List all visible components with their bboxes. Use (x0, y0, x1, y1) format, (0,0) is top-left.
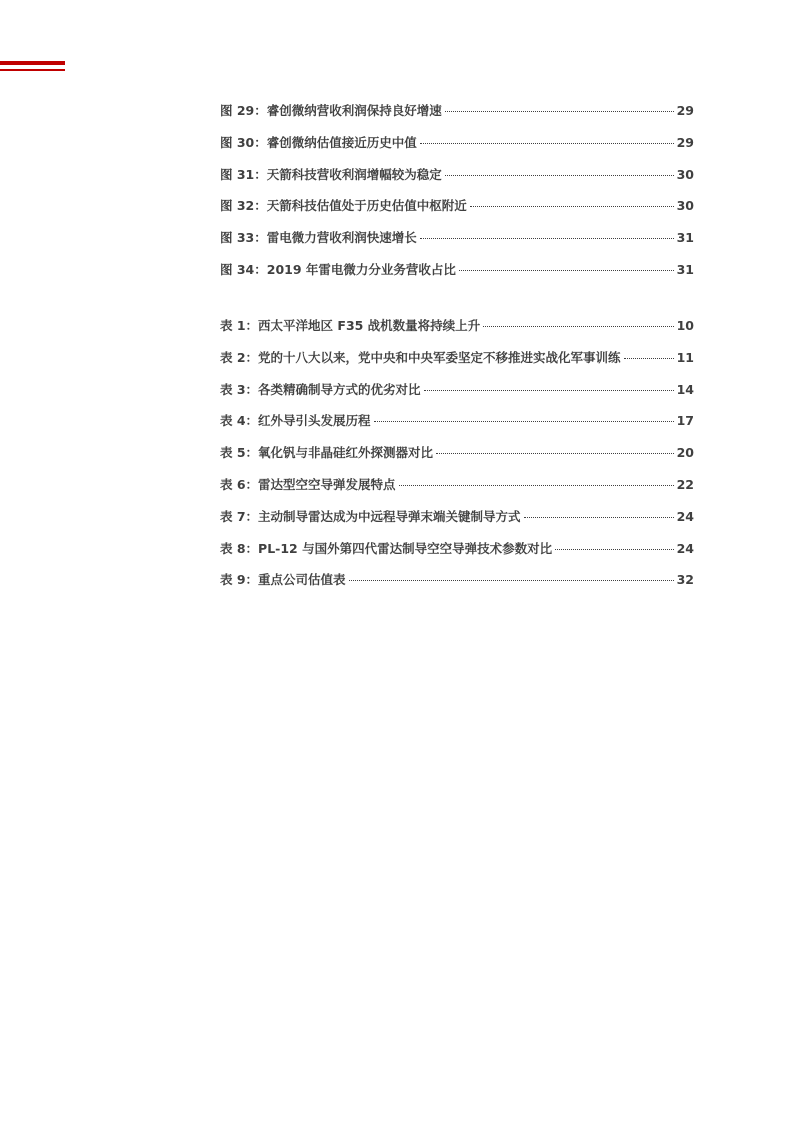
dot-leader (555, 549, 673, 550)
dot-leader (459, 270, 674, 271)
toc-entry-title: 图 29：睿创微纳营收利润保持良好增速 (220, 103, 442, 118)
toc-entry-title: 图 32：天箭科技估值处于历史估值中枢附近 (220, 198, 467, 214)
dot-leader (420, 238, 674, 239)
toc-entry-title: 表 3：各类精确制导方式的优劣对比 (220, 381, 421, 397)
toc-entry-title: 表 8：PL-12 与国外第四代雷达制导空空导弹技术参数对比 (220, 540, 553, 556)
toc-entry-page: 30 (676, 198, 694, 214)
dot-leader (470, 206, 674, 207)
toc-entry-page: 11 (676, 349, 694, 365)
toc-entry[interactable] (220, 316, 694, 348)
dot-leader (445, 175, 674, 176)
header-accent-line (0, 69, 65, 71)
toc-entry[interactable] (220, 260, 694, 292)
dot-leader (424, 390, 674, 391)
toc-entry[interactable] (220, 380, 694, 412)
toc-entry[interactable] (220, 165, 694, 197)
dot-leader (483, 326, 673, 327)
toc-entry-page: 24 (676, 508, 694, 524)
toc-entry-page: 29 (676, 134, 694, 150)
figure-list (220, 101, 694, 292)
header-accent-bar (0, 61, 65, 65)
toc-entry-title: 图 33：雷电微力营收利润快速增长 (220, 230, 417, 246)
table-list (220, 316, 694, 602)
toc-entry[interactable] (220, 228, 694, 260)
toc-entry-title: 表 6：雷达型空空导弹发展特点 (220, 476, 396, 492)
dot-leader (524, 517, 674, 518)
toc-entry[interactable] (220, 570, 694, 602)
toc-entry-page: 17 (676, 413, 694, 429)
toc-entry-title: 图 34：2019 年雷电微力分业务营收占比 (220, 261, 456, 277)
toc-entry[interactable] (220, 133, 694, 165)
toc-entry-page: 24 (676, 540, 694, 556)
toc-entry-page: 31 (676, 230, 694, 246)
toc-entry[interactable] (220, 411, 694, 443)
dot-leader (420, 143, 674, 144)
toc-entry-title: 表 4：红外导引头发展历程 (220, 413, 371, 429)
toc-entry-page: 22 (676, 476, 694, 492)
dot-leader (399, 485, 674, 486)
toc-entry-page: 30 (676, 166, 694, 182)
toc-entry-title: 表 9：重点公司估值表 (220, 572, 346, 588)
toc-entry-page: 31 (676, 261, 694, 277)
toc-entry-page: 14 (676, 381, 694, 397)
toc-entry[interactable] (220, 475, 694, 507)
toc-entry-title: 图 31：天箭科技营收利润增幅较为稳定 (220, 166, 442, 182)
dot-leader (624, 358, 674, 359)
toc-entry-page: 32 (676, 572, 694, 588)
toc-entry-title: 表 5：氧化钒与非晶硅红外探测器对比 (220, 445, 434, 461)
dot-leader (436, 453, 674, 454)
toc-entry-title: 表 7：主动制导雷达成为中远程导弹末端关键制导方式 (220, 508, 521, 524)
toc-entry-title: 表 2：党的十八大以来，党中央和中央军委坚定不移推进实战化军事训练 (220, 349, 621, 365)
toc-entry[interactable] (220, 507, 694, 539)
toc-entry-title: 表 1：西太平洋地区 F35 战机数量将持续上升 (220, 318, 481, 333)
toc-entry[interactable] (220, 539, 694, 571)
toc-entry-page: 29 (676, 103, 694, 118)
toc-entry[interactable] (220, 348, 694, 380)
dot-leader (445, 111, 674, 112)
toc-entry-page: 20 (676, 445, 694, 461)
toc-entry[interactable] (220, 443, 694, 475)
dot-leader (349, 580, 674, 581)
toc-entry[interactable] (220, 196, 694, 228)
toc-entry-page: 10 (676, 318, 694, 333)
toc-entry-title: 图 30：睿创微纳估值接近历史中值 (220, 134, 417, 150)
dot-leader (374, 421, 674, 422)
toc-entry[interactable] (220, 101, 694, 133)
